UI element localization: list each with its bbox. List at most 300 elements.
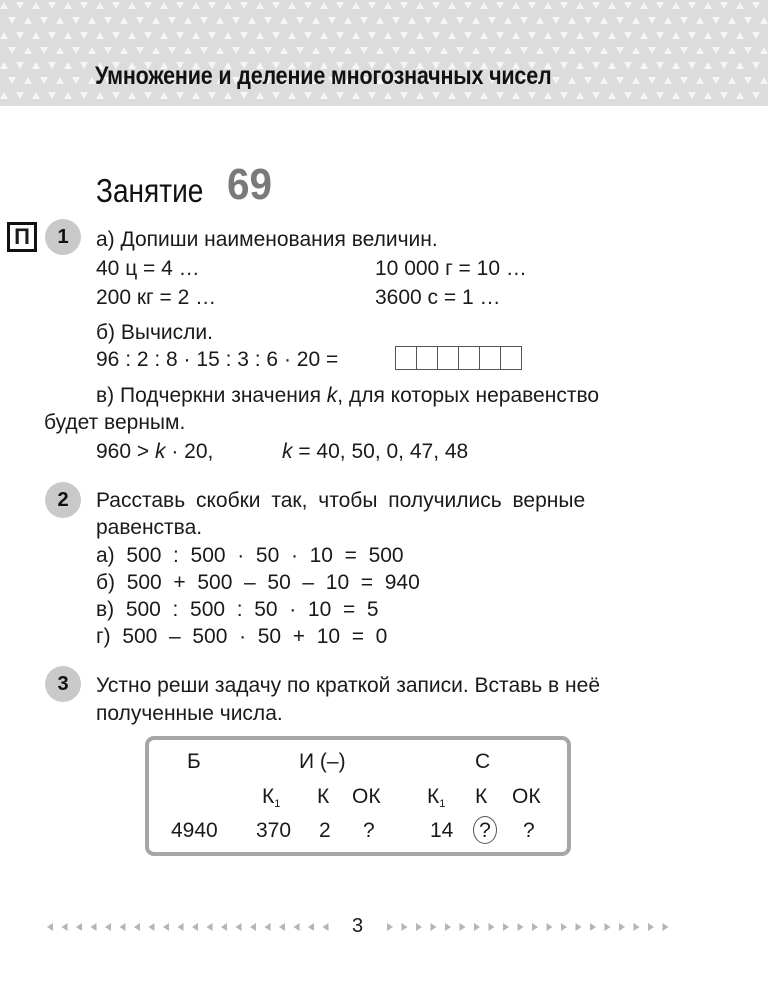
pattern-triangle [128,92,136,99]
pattern-triangle [384,32,392,39]
pattern-triangle [704,92,712,99]
task1-c-prompt-line2: будет верным. [44,411,186,434]
pattern-triangle [184,17,192,24]
footer-arrows-left [44,920,334,934]
footer-arrow-icon [489,923,495,931]
pattern-triangle [320,92,328,99]
margin-mark-icon: П [7,222,37,252]
pattern-triangle [656,32,664,39]
pattern-triangle [144,32,152,39]
footer-arrow-icon [431,923,437,931]
footer-arrow-icon [416,923,422,931]
pattern-triangle [32,32,40,39]
pattern-triangle [728,77,736,84]
pattern-triangle [376,47,384,54]
pattern-triangle [240,92,248,99]
pattern-triangle [472,17,480,24]
pattern-triangle [536,17,544,24]
pattern-triangle [624,92,632,99]
col-k: К [475,785,488,808]
footer-arrows-right [384,920,674,934]
task1-a-item: 10 000 г = 10 … [375,257,527,280]
pattern-triangle [544,2,552,9]
pattern-triangle [704,32,712,39]
pattern-triangle [608,32,616,39]
pattern-triangle [392,17,400,24]
footer-arrow-icon [460,923,466,931]
pattern-triangle [688,32,696,39]
pattern-triangle [328,47,336,54]
pattern-triangle [64,92,72,99]
pattern-triangle [552,17,560,24]
pattern-triangle [352,32,360,39]
pattern-triangle [64,2,72,9]
pattern-triangle [480,92,488,99]
pattern-triangle [600,17,608,24]
pattern-triangle [664,47,672,54]
pattern-triangle [192,32,200,39]
pattern-triangle [64,62,72,69]
pattern-triangle [520,47,528,54]
pattern-triangle [208,2,216,9]
footer-arrow-icon [474,923,480,931]
pattern-triangle [24,17,32,24]
pattern-triangle [672,32,680,39]
pattern-triangle [416,92,424,99]
pattern-triangle [736,2,744,9]
pattern-triangle [304,2,312,9]
equation-row[interactable]: а) 500 : 500 · 50 · 10 = 500 [96,544,404,567]
pattern-triangle [408,17,416,24]
pattern-triangle [96,92,104,99]
pattern-triangle [544,92,552,99]
pattern-triangle [184,47,192,54]
pattern-triangle [440,17,448,24]
answer-cell[interactable] [395,346,417,370]
pattern-triangle [192,92,200,99]
pattern-triangle [616,47,624,54]
pattern-triangle [48,62,56,69]
pattern-triangle [632,17,640,24]
pattern-triangle [640,92,648,99]
pattern-triangle [400,92,408,99]
value-k1: 14 [430,819,454,842]
pattern-triangle [160,2,168,9]
lesson-word: Занятие [96,172,204,209]
footer-arrow-icon [250,923,256,931]
pattern-triangle [104,47,112,54]
pattern-triangle [576,92,584,99]
task1-a-prompt: а) Допиши наименования величин. [96,228,438,251]
pattern-triangle [592,2,600,9]
pattern-triangle [624,62,632,69]
pattern-triangle [56,47,64,54]
pattern-triangle [368,2,376,9]
pattern-triangle [72,47,80,54]
pattern-triangle [760,47,768,54]
pattern-triangle [576,2,584,9]
pattern-triangle [720,2,728,9]
pattern-triangle [8,77,16,84]
pattern-triangle [656,62,664,69]
pattern-triangle [536,47,544,54]
pattern-triangle [216,47,224,54]
pattern-triangle [424,17,432,24]
value-b: 4940 [171,819,218,842]
pattern-triangle [672,92,680,99]
pattern-triangle [680,17,688,24]
pattern-triangle [256,32,264,39]
col-ok: ОК [512,785,541,808]
footer-arrow-icon [518,923,524,931]
pattern-triangle [88,47,96,54]
pattern-triangle [240,2,248,9]
pattern-triangle [472,47,480,54]
pattern-triangle [272,2,280,9]
pattern-triangle [32,2,40,9]
pattern-triangle [280,17,288,24]
pattern-triangle [496,2,504,9]
pattern-triangle [496,92,504,99]
pattern-triangle [712,17,720,24]
pattern-triangle [456,17,464,24]
footer-arrow-icon [402,923,408,931]
pattern-triangle [520,17,528,24]
task-number-badge: 1 [45,219,81,255]
pattern-triangle [360,47,368,54]
pattern-triangle [336,32,344,39]
prompt-text: , для которых неравенство [337,384,600,407]
pattern-triangle [72,17,80,24]
pattern-triangle [272,32,280,39]
equation-row[interactable]: г) 500 – 500 · 50 + 10 = 0 [96,625,388,648]
pattern-triangle [368,92,376,99]
footer-arrow-icon [663,923,669,931]
footer-arrow-icon [619,923,625,931]
pattern-triangle [48,2,56,9]
equation-row[interactable]: в) 500 : 500 : 50 · 10 = 5 [96,598,379,621]
pattern-triangle [64,32,72,39]
pattern-triangle [80,32,88,39]
pattern-triangle [264,47,272,54]
pattern-triangle [712,77,720,84]
answer-cell[interactable] [500,346,522,370]
footer-arrow-icon [265,923,271,931]
footer-arrow-icon [192,923,198,931]
footer-arrow-icon [279,923,285,931]
pattern-triangle [480,2,488,9]
pattern-triangle [704,2,712,9]
answer-cell[interactable] [416,346,438,370]
pattern-triangle [376,17,384,24]
answer-cell[interactable] [479,346,501,370]
pattern-triangle [432,2,440,9]
footer-arrow-icon [503,923,509,931]
pattern-triangle [240,32,248,39]
pattern-triangle [512,2,520,9]
pattern-triangle [680,47,688,54]
pattern-triangle [480,32,488,39]
pattern-triangle [464,2,472,9]
footer-arrow-icon [294,923,300,931]
pattern-triangle [128,2,136,9]
pattern-triangle [512,92,520,99]
pattern-triangle [312,17,320,24]
answer-cell[interactable] [458,346,480,370]
pattern-triangle [504,17,512,24]
pattern-triangle [576,32,584,39]
task1-b-expression: 96 : 2 : 8 · 15 : 3 : 6 · 20 = [96,348,339,371]
pattern-triangle [80,92,88,99]
pattern-triangle [616,77,624,84]
pattern-triangle [176,32,184,39]
pattern-triangle [696,77,704,84]
pattern-triangle [256,92,264,99]
task1-c-prompt [96,384,599,408]
chapter-title: Умножение и деление многозначных чисел [95,62,552,90]
pattern-triangle [296,17,304,24]
pattern-triangle [440,47,448,54]
pattern-triangle [560,2,568,9]
pattern-triangle [568,47,576,54]
pattern-triangle [448,92,456,99]
pattern-triangle [144,2,152,9]
pattern-triangle [208,32,216,39]
pattern-triangle [24,47,32,54]
pattern-triangle [688,2,696,9]
header-band [0,0,768,106]
pattern-triangle [448,32,456,39]
pattern-triangle [528,32,536,39]
pattern-triangle [360,17,368,24]
pattern-triangle [736,92,744,99]
pattern-triangle [752,92,760,99]
pattern-triangle [736,62,744,69]
pattern-triangle [40,47,48,54]
pattern-triangle [752,2,760,9]
pattern-triangle [120,17,128,24]
pattern-triangle [272,92,280,99]
pattern-triangle [624,32,632,39]
pattern-triangle [160,32,168,39]
pattern-triangle [736,32,744,39]
pattern-triangle [8,17,16,24]
pattern-triangle [528,92,536,99]
pattern-triangle [80,62,88,69]
pattern-triangle [448,2,456,9]
pattern-triangle [464,92,472,99]
pattern-triangle [384,92,392,99]
ineq-right: · 20, [165,440,214,463]
task1-c-values[interactable] [282,440,468,464]
pattern-triangle [704,62,712,69]
pattern-triangle [104,17,112,24]
footer-arrow-icon [532,923,538,931]
pattern-triangle [616,17,624,24]
pattern-triangle [720,32,728,39]
task2-prompt: Расставь скобки так, чтобы получились верные [96,489,586,512]
pattern-triangle [656,2,664,9]
footer-arrow-icon [62,923,68,931]
equation-row[interactable]: б) 500 + 500 – 50 – 10 = 940 [96,571,420,594]
pattern-triangle [456,47,464,54]
pattern-triangle [496,32,504,39]
pattern-triangle [0,92,8,99]
pattern-triangle [744,77,752,84]
pattern-triangle [176,92,184,99]
pattern-triangle [656,92,664,99]
pattern-triangle [88,17,96,24]
pattern-triangle [328,17,336,24]
footer-arrow-icon [221,923,227,931]
pattern-triangle [152,47,160,54]
footer-arrow-icon [547,923,553,931]
pattern-triangle [352,92,360,99]
pattern-triangle [560,62,568,69]
pattern-triangle [632,47,640,54]
pattern-triangle [592,32,600,39]
value-ok-unknown[interactable]: ? [363,819,375,842]
pattern-triangle [16,92,24,99]
pattern-triangle [264,17,272,24]
pattern-triangle [232,47,240,54]
pattern-triangle [16,2,24,9]
pattern-triangle [664,77,672,84]
pattern-triangle [608,62,616,69]
value-k: 2 [319,819,331,842]
pattern-triangle [696,47,704,54]
variable-k: k [282,440,293,463]
pattern-triangle [336,2,344,9]
pattern-triangle [568,17,576,24]
variable-k: k [326,384,338,407]
pattern-triangle [592,62,600,69]
header-i: И (–) [299,750,346,773]
pattern-triangle [744,17,752,24]
pattern-triangle [344,17,352,24]
footer-arrow-icon [605,923,611,931]
task1-a-item: 200 кг = 2 … [96,286,217,309]
pattern-triangle [16,62,24,69]
pattern-triangle [320,2,328,9]
pattern-triangle [344,47,352,54]
pattern-triangle [648,17,656,24]
pattern-triangle [552,77,560,84]
answer-cell[interactable] [437,346,459,370]
pattern-triangle [16,32,24,39]
col-k1 [262,785,280,816]
k-label: К [427,785,440,808]
task-number-badge: 2 [45,482,81,518]
pattern-triangle [416,2,424,9]
pattern-triangle [224,2,232,9]
footer-arrow-icon [236,923,242,931]
pattern-triangle [224,92,232,99]
footer-arrow-icon [149,923,155,931]
pattern-triangle [664,17,672,24]
pattern-triangle [584,77,592,84]
pattern-triangle [416,32,424,39]
pattern-triangle [576,62,584,69]
k-label: К [262,785,275,808]
pattern-triangle [232,17,240,24]
pattern-triangle [720,62,728,69]
pattern-triangle [168,47,176,54]
pattern-triangle [640,32,648,39]
pattern-triangle [672,2,680,9]
pattern-triangle [408,47,416,54]
value-ok-unknown[interactable]: ? [523,819,535,842]
pattern-triangle [112,92,120,99]
pattern-triangle [504,47,512,54]
pattern-triangle [32,92,40,99]
pattern-triangle [208,92,216,99]
value-k-unknown[interactable] [473,819,497,844]
footer-arrow-icon [207,923,213,931]
pattern-triangle [144,92,152,99]
pattern-triangle [288,32,296,39]
values-list[interactable]: = 40, 50, 0, 47, 48 [292,440,469,463]
pattern-triangle [296,47,304,54]
pattern-triangle [152,17,160,24]
pattern-triangle [256,2,264,9]
pattern-triangle [512,32,520,39]
pattern-triangle [320,32,328,39]
task3-prompt-line2: полученные числа. [96,702,283,725]
footer-arrow-icon [576,923,582,931]
pattern-triangle [624,2,632,9]
pattern-triangle [8,47,16,54]
answer-boxes[interactable] [396,346,522,370]
task1-c-inequality [96,440,213,464]
pattern-triangle [488,47,496,54]
pattern-triangle [552,47,560,54]
pattern-triangle [40,77,48,84]
task1-a-item: 3600 с = 1 … [375,286,501,309]
short-record-table [145,736,571,856]
circled-question[interactable]: ? [473,816,497,844]
pattern-triangle [136,47,144,54]
pattern-triangle [200,17,208,24]
pattern-triangle [216,17,224,24]
task2-prompt-line2: равенства. [96,516,203,539]
pattern-triangle [288,2,296,9]
footer-arrow-icon [387,923,393,931]
pattern-triangle [0,32,8,39]
footer-arrow-icon [91,923,97,931]
pattern-triangle [0,2,8,9]
footer-arrow-icon [134,923,140,931]
pattern-triangle [608,2,616,9]
pattern-triangle [648,77,656,84]
task1-a-item: 40 ц = 4 … [96,257,200,280]
pattern-triangle [112,2,120,9]
pattern-triangle [192,2,200,9]
footer-arrow-icon [105,923,111,931]
pattern-triangle [584,47,592,54]
pattern-triangle [720,92,728,99]
pattern-triangle [48,32,56,39]
col-ok: ОК [352,785,381,808]
pattern-triangle [168,17,176,24]
pattern-triangle [592,92,600,99]
lesson-number: 69 [227,160,273,209]
pattern-triangle [336,92,344,99]
pattern-triangle [568,77,576,84]
subscript: 1 [439,798,446,810]
header-b: Б [187,750,201,773]
page-number: 3 [352,915,364,937]
